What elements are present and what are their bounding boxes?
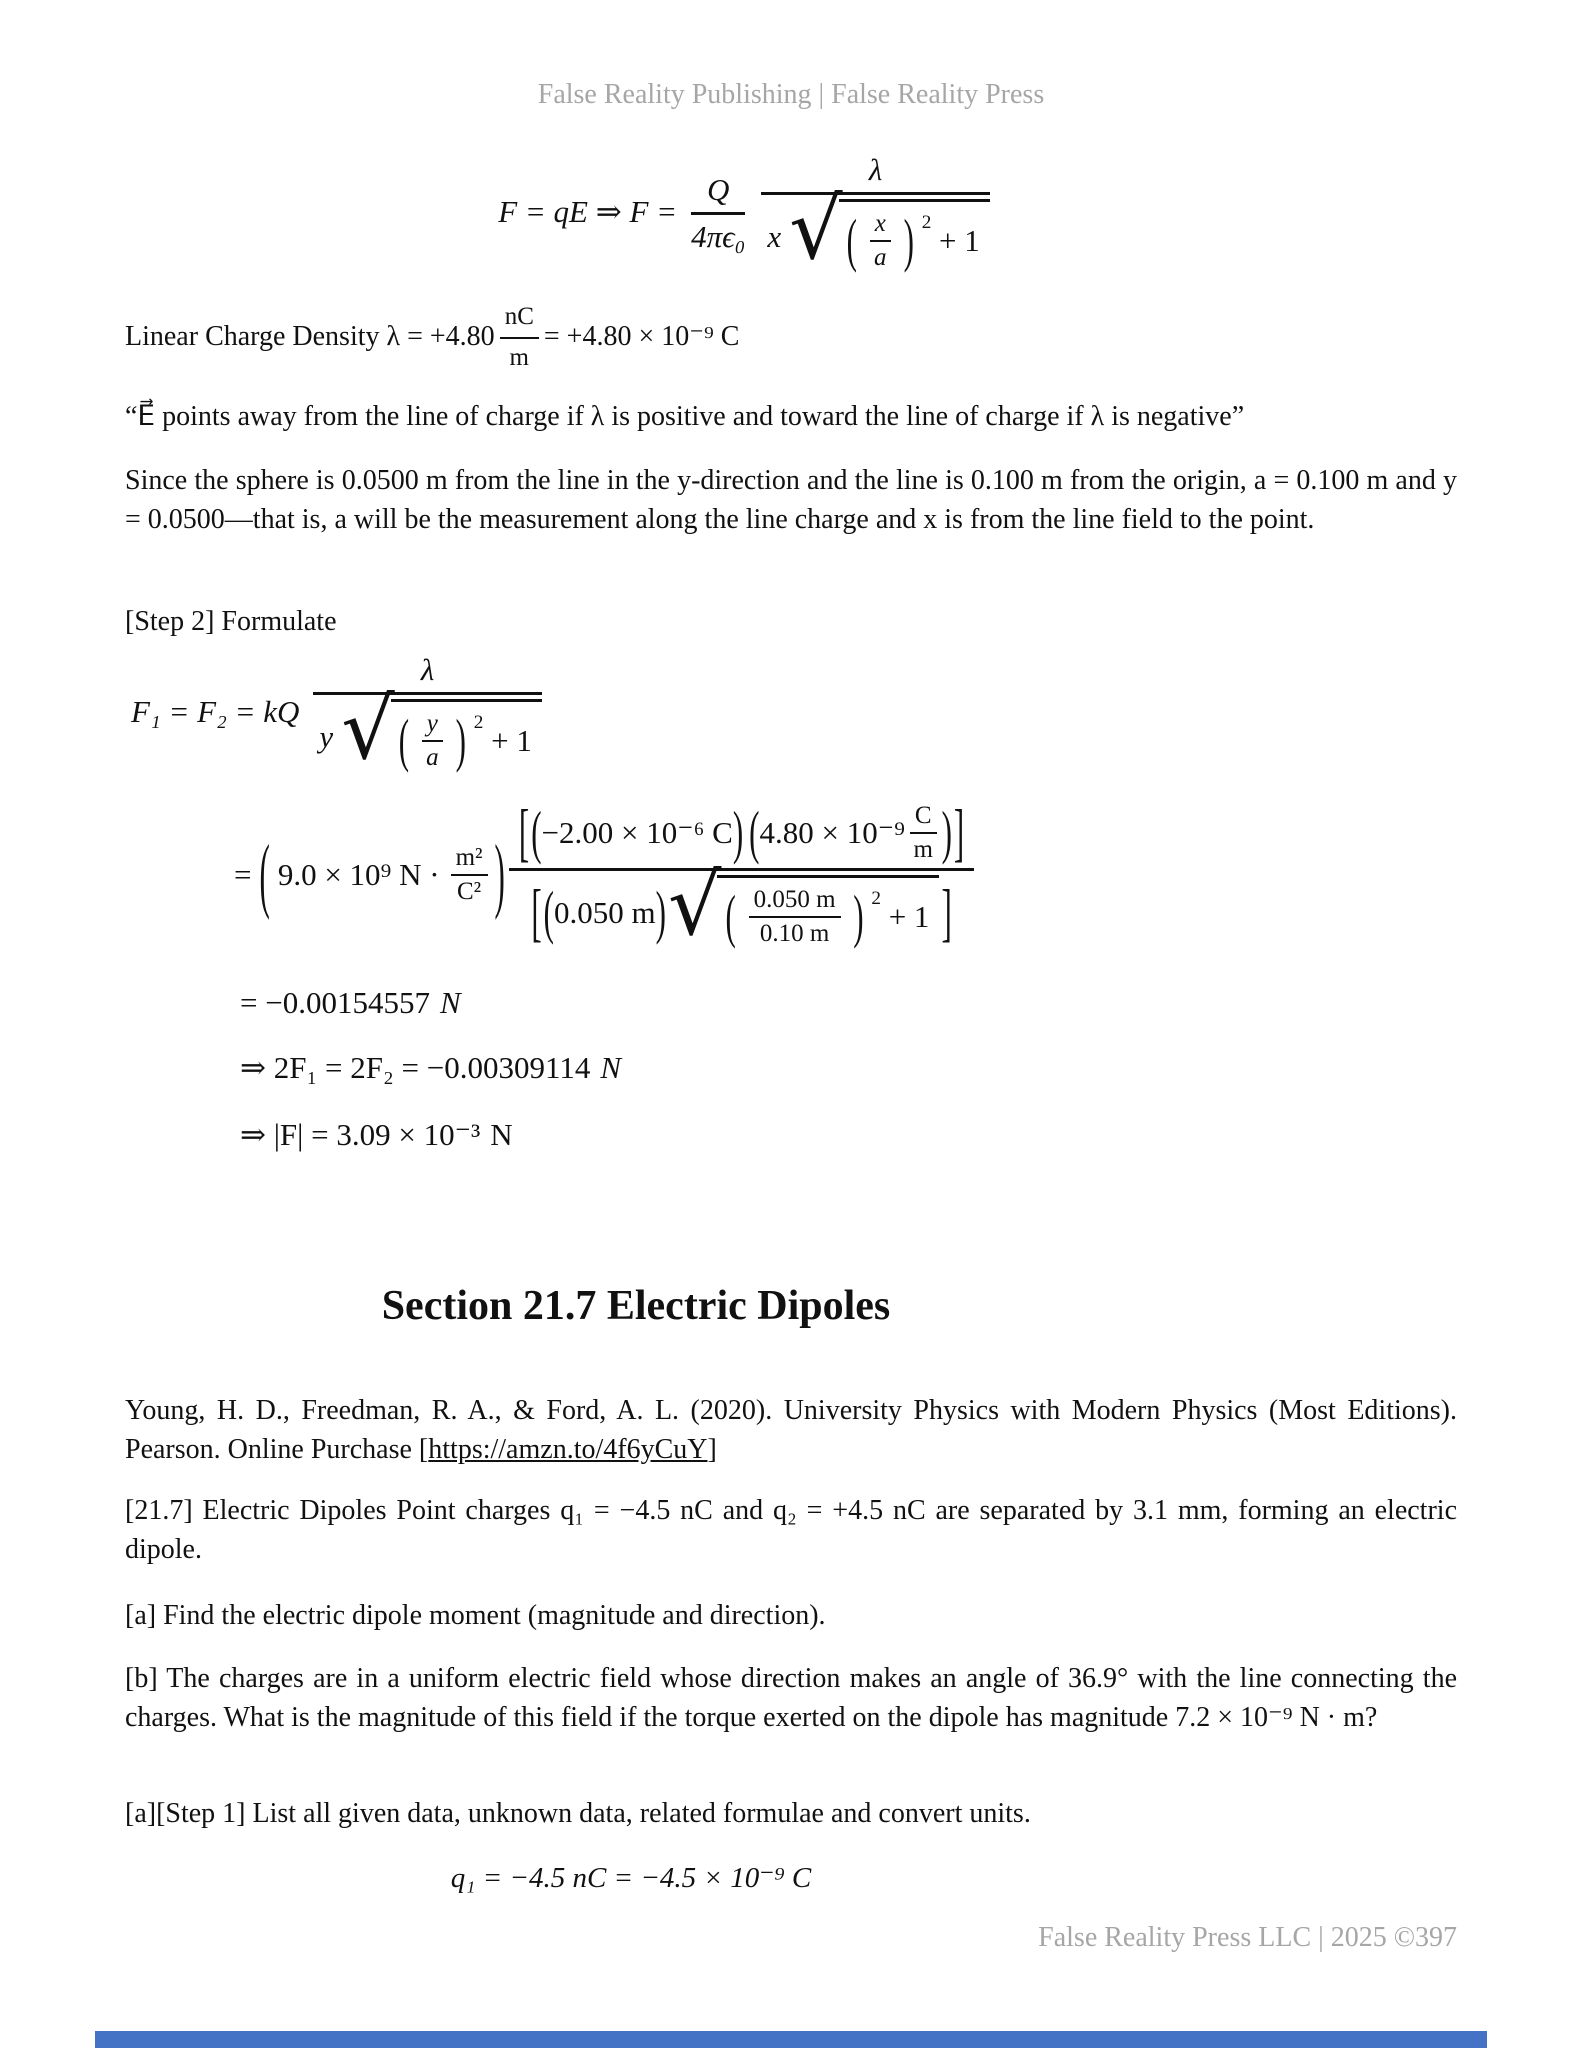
page-header: False Reality Publishing | False Reality Press (537, 79, 1045, 110)
reference-citation: Young, H. D., Freedman, R. A., & Ford, A. L. (2020). University Physics with Modern Physics (Most Editions). Pearson. Online Purchase [https://amzn.to/4f6yCuY] (125, 1395, 1457, 1465)
setup-paragraph: Since the sphere is 0.0500 m from the line in the y-direction and the line is 0.100 m from the origin, a = 0.100 m and y = 0.0500—that is, a will be the measurement along the line charge and x is from the line field to the point. (125, 465, 1457, 535)
result-magnitude: ⇒ |F| = 3.09 × 10⁻³ N (240, 1117, 513, 1152)
equation-substitution: = ( 9.0 × 10⁹ N · m² C² ) [ ( −2.00 × 10⁻⁶ C ) ( 4.80 × 10⁻⁹ C m ) ] [ ( 0.050 m ) √ ( $\frac{0.050 m}{0.10 m}$ ) $^2$ + 1 ] (228, 800, 982, 950)
step-1-label: [a][Step 1] List all given data, unknown data, related formulae and convert units. (125, 1798, 1031, 1829)
step-2-label: [Step 2] Formulate (125, 606, 337, 637)
equation-f1-f2: F₁ = F₂ = kQ λ y √ ( $\frac{y}{a}$ ) $^2$ + 1 (125, 650, 550, 774)
right-paren: ) (655, 878, 666, 945)
square-root: √ ( $\frac{x}{a}$ ) $^2$ + 1 (789, 199, 990, 274)
right-bracket: ] (941, 874, 952, 949)
fraction-charges-over-geometry: [ ( −2.00 × 10⁻⁶ C ) ( 4.80 × 10⁻⁹ C m ) ] [ ( 0.050 m ) √ ( $\frac{0.050 m}{0.10 m}$ ) $^2$ + 1 ] (509, 800, 974, 950)
right-paren: ) (903, 206, 914, 274)
field-direction-quote: “E⃗ points away from the line of charge if λ is positive and toward the line of charge if λ is negative” (125, 401, 1245, 432)
result-doubled: ⇒ 2F₁ = 2F₂ = −0.00309114 N (240, 1050, 622, 1085)
fraction-m2-over-c2: m² C² (451, 844, 488, 906)
left-bracket: [ (531, 874, 542, 949)
reference-link[interactable]: https://amzn.to/4f6yCuY (428, 1433, 708, 1465)
square-root: √ ( $\frac{y}{a}$ ) $^2$ + 1 (341, 699, 542, 774)
radical-sign: √ (341, 680, 395, 778)
page-footer: False Reality Press LLC | 2025 ©397 (1038, 1922, 1457, 1953)
section-title: Section 21.7 Electric Dipoles (381, 1283, 891, 1329)
fraction-c-per-m: C m (910, 802, 937, 864)
left-paren: ( (725, 882, 736, 950)
radical-sign: √ (667, 856, 722, 954)
left-paren: ( (259, 826, 270, 921)
question-b: [b] The charges are in a uniform electric field whose direction makes an angle of 36.9° with the line connecting the charges. What is the magnitude of this field if the torque exerted on the dipole has magnitude 7.2 × 10⁻⁹ N · m? (125, 1663, 1457, 1733)
equation-lead: F = qE ⇒ F = (498, 194, 678, 229)
left-paren: ( (398, 706, 410, 774)
bottom-accent-bar (95, 2031, 1487, 2048)
right-paren: ) (455, 706, 466, 774)
left-paren: ( (846, 206, 857, 274)
left-paren: ( (543, 878, 554, 945)
left-bracket: [ (518, 795, 530, 869)
fraction-lambda-over-xsqrt: λ x √ ( $\frac{x}{a}$ ) $^2$ + 1 (761, 150, 989, 274)
linear-charge-density-line: Linear Charge Density λ = +4.80 $\frac{nC}{m}$ = +4.80 × 10⁻⁹ C (125, 300, 1457, 375)
radical-sign: √ (789, 180, 843, 278)
fraction-lambda-over-ysqrt: λ y √ ( $\frac{y}{a}$ ) $^2$ + 1 (313, 650, 541, 774)
left-paren: ( (531, 798, 542, 866)
fraction-nc-per-m: $\frac{nC}{m}$ (500, 300, 539, 375)
result-intermediate: = −0.00154557 N (240, 985, 461, 1020)
right-paren: ) (494, 826, 505, 921)
equation-q1: q₁ = −4.5 nC = −4.5 × 10⁻⁹ C (450, 1862, 812, 1894)
problem-statement: [21.7] Electric Dipoles Point charges q₁ = −4.5 nC and q₂ = +4.5 nC are separated by 3.1 mm, forming an electric dipole. (125, 1495, 1457, 1565)
square-root: √ ( $\frac{0.050 m}{0.10 m}$ ) $^2$ + 1 (668, 875, 939, 950)
right-paren: ) (853, 882, 864, 950)
equation-field-force (0, 150, 1490, 278)
right-paren: ) (732, 798, 744, 866)
fraction-q-over-4pie0: $\frac{Q}{\text{4πϵ₀}}$ (691, 171, 746, 254)
question-a: [a] Find the electric dipole moment (magnitude and direction). (125, 1600, 826, 1631)
left-paren: ( (749, 798, 760, 866)
right-paren: ) (941, 798, 952, 866)
right-bracket: ] (953, 795, 965, 869)
